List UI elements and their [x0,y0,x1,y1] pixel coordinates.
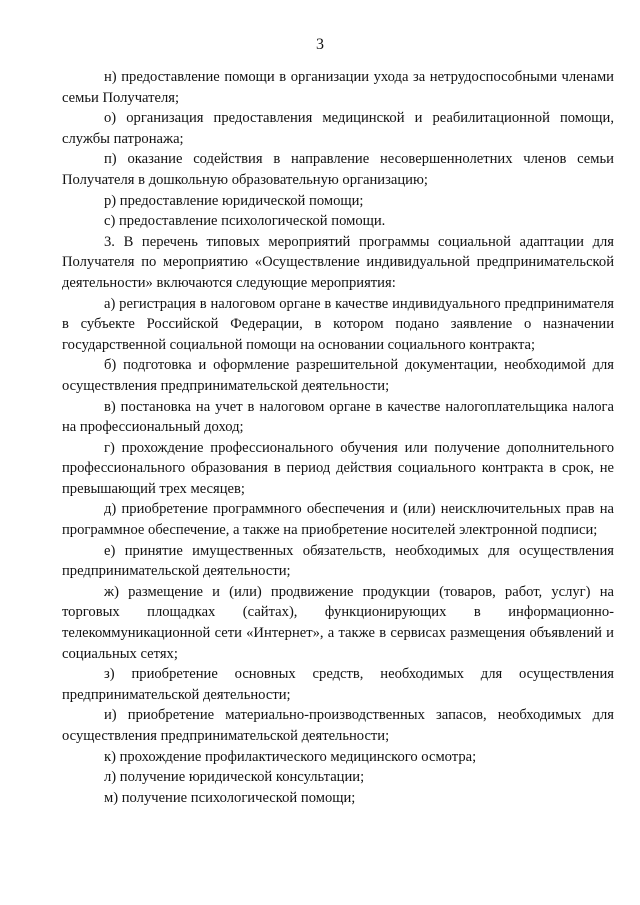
paragraph-e: е) принятие имущественных обязательств, необходимых для осуществления предпринимательской деятельности; [62,542,614,580]
paragraph-v: в) постановка на учет в налоговом органе в качестве налогоплательщика налога на профессиональный доход; [62,398,614,436]
paragraph-z: з) приобретение основных средств, необходимых для осуществления предпринимательской деятельности; [62,666,614,703]
paragraph-l: л) получение юридической консультации; [104,769,365,786]
paragraph-k: к) прохождение профилактического медицинского осмотра; [104,748,477,765]
paragraph-m: м) получение психологической помощи; [104,789,356,806]
paragraph-o: о) организация предоставления медицинской и реабилитационной помощи, службы патронажа; [62,110,614,147]
page-number: 3 [316,36,324,53]
paragraph-n: н) предоставление помощи в организации ухода за нетрудоспособными членами семьи Получателя; [62,69,614,106]
paragraph-r: р) предоставление юридической помощи; [104,192,364,209]
paragraph-s: с) предоставление психологической помощи. [104,213,386,230]
paragraph-b: б) подготовка и оформление разрешительной документации, необходимой для осуществления предпринимательской деятельности; [62,357,614,394]
paragraph-a: а) регистрация в налоговом органе в качестве индивидуального предпринимателя в субъекте Российской Федерации, в котором подано заявление о назначении государственной социальной помощи на основании социального контракта; [62,295,614,353]
paragraph-g: г) прохождение профессионального обучения или получение дополнительного профессионального образования в период действия социального контракта в срок, не превышающий трех месяцев; [62,439,614,497]
paragraph-p: п) оказание содействия в направление несовершеннолетних членов семьи Получателя в дошкольную образовательную организацию; [62,151,614,188]
document-body [62,67,614,808]
paragraph-section-3: 3. В перечень типовых мероприятий программы социальной адаптации для Получателя по мероприятию «Осуществление индивидуальной предпринимательской деятельности» включаются следующие мероприятия: [62,233,614,291]
paragraph-d: д) приобретение программного обеспечения и (или) неисключительных прав на программное обеспечение, а также на приобретение носителей электронной подписи; [62,501,614,539]
paragraph-i: и) приобретение материально-производственных запасов, необходимых для осуществления предпринимательской деятельности; [62,707,614,744]
paragraph-zh: ж) размещение и (или) продвижение продукции (товаров, работ, услуг) на торговых площадках (сайтах), функционирующих в информационно-телекоммуникационной сети «Интернет», а также в сервисах размещения объявлений и социальных сетях; [62,583,614,662]
